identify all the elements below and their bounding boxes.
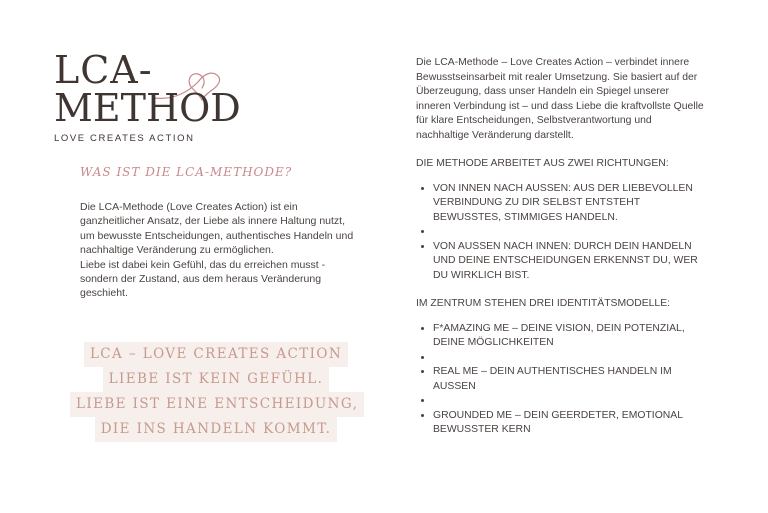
models-heading: IM ZENTRUM STEHEN DREI IDENTITÄTSMODELLE: bbox=[416, 298, 671, 309]
directions-heading: DIE METHODE ARBEITET AUS ZWEI RICHTUNGEN: bbox=[416, 158, 669, 169]
list-item: • F*AMAZING ME – DEINE VISION, DEIN POTENZIAL, DEINE MÖGLICHKEITEN bbox=[433, 322, 706, 351]
directions-list bbox=[416, 182, 706, 284]
intro-paragraph-2: Liebe ist dabei kein Gefühl, das du erreichen musst - sondern der Zustand, aus dem heraus Veränderung geschieht. bbox=[80, 258, 326, 300]
list-item-empty bbox=[433, 225, 706, 240]
intro-text bbox=[80, 200, 360, 301]
list-item-empty bbox=[433, 394, 706, 409]
quote-block bbox=[70, 342, 362, 442]
list-item: • VON AUSSEN NACH INNEN: DURCH DEIN HANDELN UND DEINE ENTSCHEIDUNGEN ERKENNST DU, WER DU WIRKLICH BIST. bbox=[433, 240, 706, 284]
logo-title-line1: LCA- bbox=[54, 48, 153, 92]
list-item: • REAL ME – DEIN AUTHENTISCHES HANDELN IM AUSSEN bbox=[433, 365, 706, 394]
section-title: WAS IST DIE LCA-METHODE? bbox=[80, 165, 293, 179]
quote-line-3: LIEBE IST EINE ENTSCHEIDUNG, bbox=[70, 392, 364, 417]
quote-line-2: LIEBE IST KEIN GEFÜHL. bbox=[103, 367, 330, 392]
logo bbox=[54, 50, 254, 150]
intro-paragraph-1: Die LCA-Methode (Love Creates Action) ist ein ganzheitlicher Ansatz, der Liebe als innere Haltung nutzt, um bewusste Entscheidungen, authentisches Handeln und nachhaltige Veränderung zu ermöglichen. bbox=[80, 201, 354, 257]
quote-line-1: LCA – LOVE CREATES ACTION bbox=[84, 342, 348, 367]
logo-tagline: LOVE CREATES ACTION bbox=[54, 133, 195, 144]
list-item-empty bbox=[433, 351, 706, 366]
list-item: • GROUNDED ME – DEIN GEERDETER, EMOTIONAL BEWUSSTER KERN bbox=[433, 409, 706, 438]
models-list bbox=[416, 322, 706, 438]
list-item: • VON INNEN NACH AUSSEN: AUS DER LIEBEVOLLEN VERBINDUNG ZU DIR SELBST ENTSTEHT BEWUSSTES, STIMMIGES HANDELN. bbox=[433, 182, 706, 226]
logo-title-line2: METHOD bbox=[54, 86, 241, 130]
right-column bbox=[416, 56, 706, 438]
method-description: Die LCA-Methode – Love Creates Action – verbindet innere Bewusstseinsarbeit mit realer Umsetzung. Sie basiert auf der Überzeugung, dass unser Handeln ein Spiegel unserer inneren Verbindung ist – und dass Liebe die kraftvollste Quelle für klare Entscheidungen, Selbstverantwortung und nachhaltige Veränderung darstellt. bbox=[416, 57, 704, 141]
quote-line-4: DIE INS HANDELN KOMMT. bbox=[95, 417, 338, 442]
